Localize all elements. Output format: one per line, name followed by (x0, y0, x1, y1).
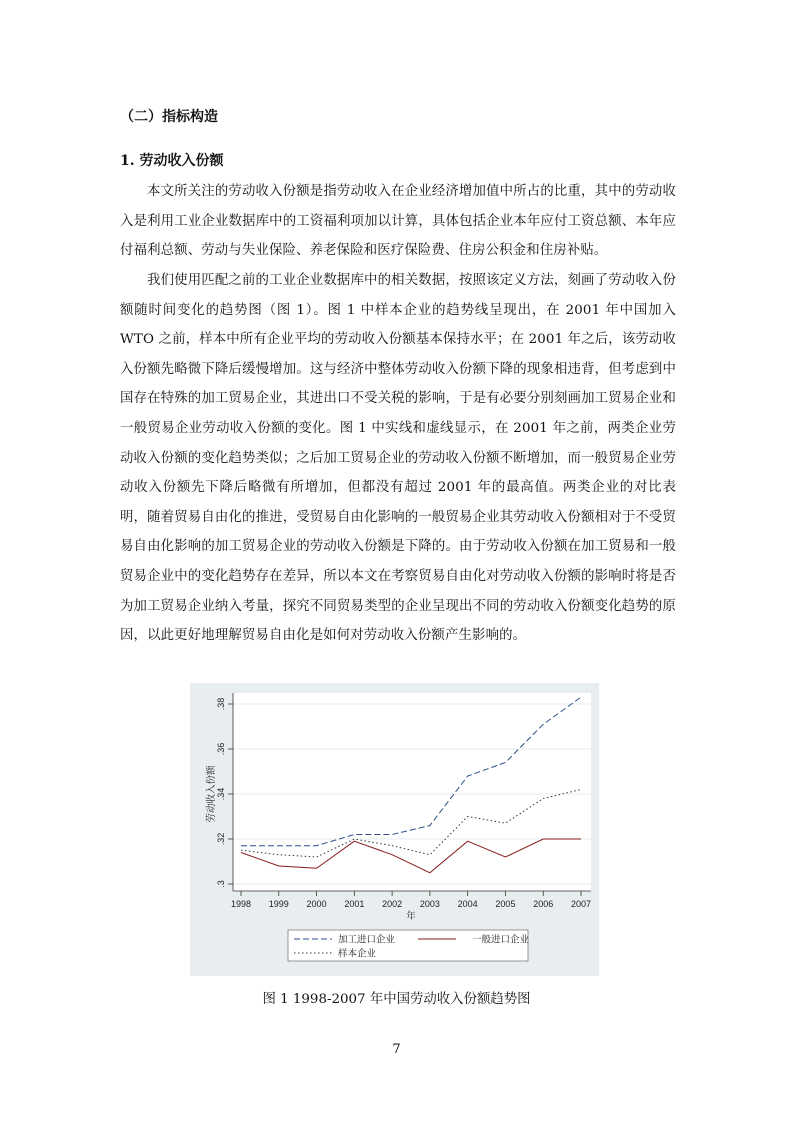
x-tick-label: 1998 (230, 899, 252, 909)
x-tick-label: 2000 (306, 899, 327, 909)
x-tick-label: 2003 (419, 899, 440, 909)
plot-area (233, 693, 591, 891)
x-tick-label: 2006 (533, 899, 554, 909)
page-number: 7 (392, 1042, 401, 1057)
figure-caption: 图 1 1998-2007 年中国劳动收入份额趋势图 (262, 992, 531, 1007)
x-axis-title: 年 (406, 911, 416, 922)
y-axis-title: 劳动收入份额 (206, 765, 217, 823)
paragraph-1: 本文所关注的劳动收入份额是指劳动收入在企业经济增加值中所占的比重，其中的劳动收入是利用工业企业数据库中的工资福利项加以计算，具体包括企业本年应付工资总额、本年应付福利总额、劳动与失业保险、养老保险和医疗保险费、住房公积金和住房补贴。 (120, 184, 676, 259)
x-tick-label: 2001 (344, 899, 365, 909)
x-tick-label: 1999 (268, 899, 289, 909)
labor-share-line-chart (190, 683, 599, 976)
figure-1 (190, 683, 599, 976)
x-tick-label: 2004 (457, 899, 478, 909)
y-tick-label: .34 (216, 787, 226, 801)
x-tick-label: 2005 (495, 899, 516, 909)
legend-label-2: 一般进口企业 (472, 934, 530, 946)
y-tick-label: .32 (216, 832, 226, 846)
y-tick-label: .36 (216, 742, 226, 756)
y-tick-label: .38 (216, 697, 226, 711)
subsection-heading: 1. 劳动收入份额 (120, 153, 224, 169)
legend-label-3: 样本企业 (338, 948, 377, 960)
paragraph-2: 我们使用匹配之前的工业企业数据库中的相关数据，按照该定义方法，刻画了劳动收入份额随时间变化的趋势图（图 1）。图 1 中样本企业的趋势线呈现出，在 2001 年中国加入 WTO 之前，样本中所有企业平均的劳动收入份额基本保持水平；在 2001 年之后，该劳动收入份额先略微下降后缓慢增加。这与经济中整体劳动收入份额下降的现象相违背，但考虑到中国存在特殊的加工贸易企业，其进出口不受关税的影响，于是有必要分别刻画加工贸易企业和一般贸易企业劳动收入份额的变化。图 1 中实线和虚线显示，在 2001 年之前，两类企业劳动收入份额的变化趋势类似；之后加工贸易企业的劳动收入份额不断增加，而一般贸易企业劳动收入份额先下降后略微有所增加，但都没有超过 2001 年的最高值。两类企业的对比表明，随着贸易自由化的推进，受贸易自由化影响的一般贸易企业其劳动收入份额相对于不受贸易自由化影响的加工贸易企业的劳动收入份额是下降的。由于劳动收入份额在加工贸易和一般贸易企业中的变化趋势存在差异，所以本文在考察贸易自由化对劳动收入份额的影响时将是否为加工贸易企业纳入考量，探究不同贸易类型的企业呈现出不同的劳动收入份额变化趋势的原因，以此更好地理解贸易自由化是如何对劳动收入份额产生影响的。 (120, 273, 676, 644)
legend-label-1: 加工进口企业 (338, 934, 396, 946)
y-tick-label: .3 (216, 880, 226, 888)
x-tick-label: 2007 (570, 899, 592, 909)
x-tick-label: 2002 (382, 899, 403, 909)
section-heading: （二）指标构造 (120, 109, 218, 125)
